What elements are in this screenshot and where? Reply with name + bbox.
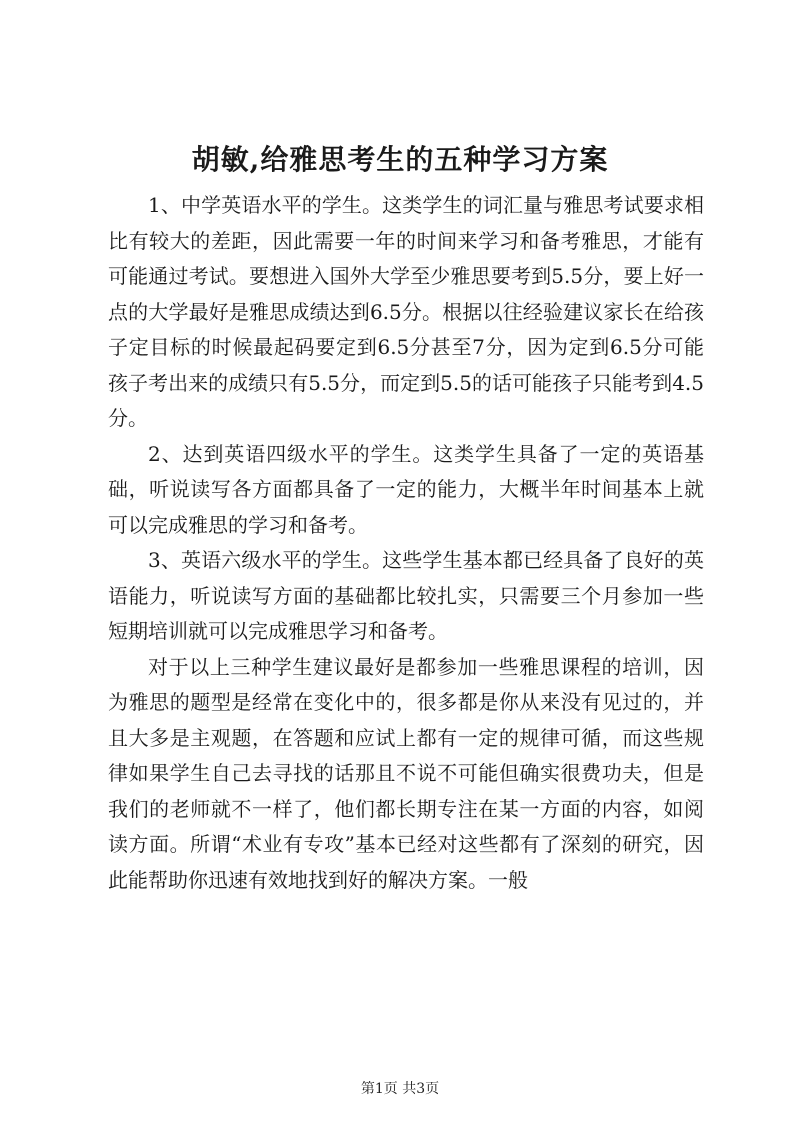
paragraph-1: 1、中学英语水平的学生。这类学生的词汇量与雅思考试要求相比有较大的差距，因此需要一年的时间来学习和备考雅思，才能有可能通过考试。要想进入国外大学至少雅思要考到5.5分，要上好一点的大学最好是雅思成绩达到6.5分。根据以往经验建议家长在给孩子定目标的时候最起码要定到6.5分甚至7分，因为定到6.5分可能孩子考出来的成绩只有5.5分，而定到5.5的话可能孩子只能考到4.5分。 xyxy=(108,193,704,430)
paragraph-3: 3、英语六级水平的学生。这些学生基本都已经具备了良好的英语能力，听说读写方面的基础都比较扎实，只需要三个月参加一些短期培训就可以完成雅思学习和备考。 xyxy=(108,548,704,643)
document-body xyxy=(108,188,704,898)
document-title: 胡敏,给雅思考生的五种学习方案 xyxy=(191,143,609,176)
page-footer: 第1页 共3页 xyxy=(360,1081,440,1097)
paragraph-2: 2、达到英语四级水平的学生。这类学生具备了一定的英语基础，听说读写各方面都具备了一定的能力，大概半年时间基本上就可以完成雅思的学习和备考。 xyxy=(108,441,704,537)
paragraph-4: 对于以上三种学生建议最好是都参加一些雅思课程的培训，因为雅思的题型是经常在变化中的，很多都是你从来没有见过的，并且大多是主观题，在答题和应试上都有一定的规律可循，而这些规律如果学生自己去寻找的话那且不说不可能但确实很费功夫，但是我们的老师就不一样了，他们都长期专注在某一方面的内容，如阅读方面。所谓“术业有专攻”基本已经对这些都有了深刻的研究，因此能帮助你迅速有效地找到好的解决方案。一般 xyxy=(108,654,704,892)
